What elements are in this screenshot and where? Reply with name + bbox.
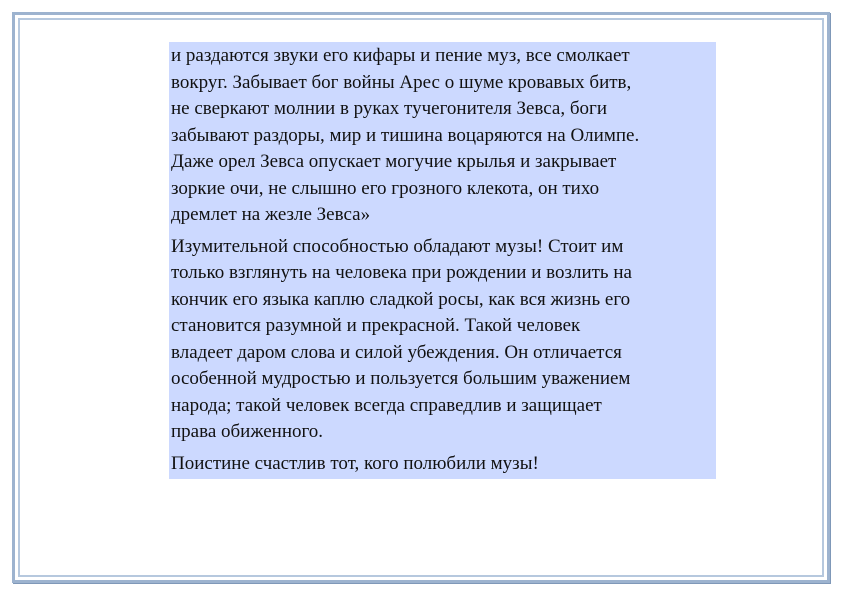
text-line: зоркие очи, не слышно его грозного клекота, он тихо — [171, 177, 600, 199]
text-line: права обиженного. — [171, 421, 324, 442]
text-line: владеет даром слова и силой убеждения. Он отличается — [171, 341, 622, 363]
text-line: не сверкают молнии в руках тучегонителя Зевса, боги — [171, 98, 607, 119]
text-line: Поистине счастлив тот, кого полюбили музы! — [171, 452, 539, 474]
paragraph-2 — [171, 234, 714, 446]
text-line: Даже орел Зевса опускает могучие крылья и закрывает — [171, 151, 617, 172]
text-line: только взглянуть на человека при рождении и возлить на — [171, 262, 632, 283]
text-line: вокруг. Забывает бог войны Арес о шуме кровавых битв, — [171, 71, 632, 93]
text-line: кончик его языка каплю сладкой росы, как вся жизнь его — [171, 288, 631, 310]
paragraph-1 — [171, 43, 714, 229]
text-line: дремлет на жезле Зевса» — [171, 204, 371, 225]
paragraph-3 — [171, 451, 714, 478]
text-line: становится разумной и прекрасной. Такой человек — [171, 315, 581, 336]
highlighted-text-block — [169, 42, 716, 479]
text-line: и раздаются звуки его кифары и пение муз, все смолкает — [171, 45, 630, 66]
text-line: народа; такой человек всегда справедлив и защищает — [171, 394, 602, 416]
text-line: забывают раздоры, мир и тишина воцаряются на Олимпе. — [171, 124, 640, 146]
text-line: Изумительной способностью обладают музы! Стоит им — [171, 235, 624, 257]
text-line: особенной мудростью и пользуется большим уважением — [171, 368, 631, 389]
